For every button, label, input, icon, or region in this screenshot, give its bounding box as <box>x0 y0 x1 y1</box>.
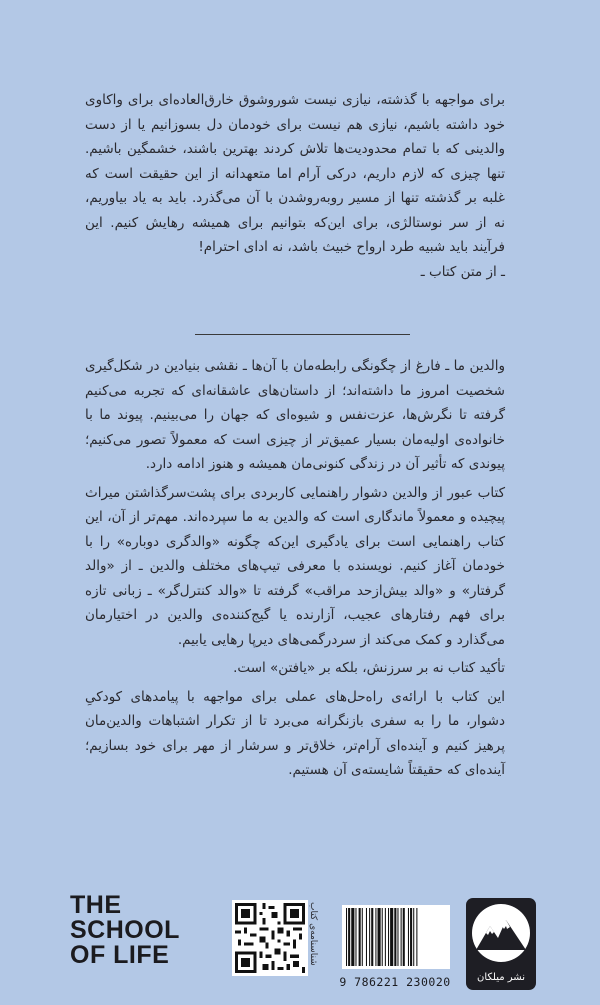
logo-line: SCHOOL <box>70 916 180 944</box>
logo-line: OF LIFE <box>70 941 170 969</box>
back-cover-quote <box>85 88 505 284</box>
quote-attribution: ـ از متن کتاب ـ <box>420 263 505 280</box>
qr-code-icon[interactable] <box>232 900 308 976</box>
logo-line: THE <box>70 891 122 919</box>
quote-text: برای مواجهه با گذشته، نیازی نیست شوروشوق خارق‌العاده‌ای برای واکاوی خود داشته باشیم، نیازی هم نیست برای خودمان دل بسوزانیم یا از دست والدینی که با تمام محدودیت‌ها تلاش کردند بهترین باشند، خشمگین باشیم. تنها چیزی که لازم داریم، درکی آرام اما متعهدانه از این حقیقت است که غلبه بر گذشته تنها از مسیر روبه‌روشدن با آن می‌گذرد. باید به یاد بیاوریم، نه از سر نوستالژی، برای این‌که بتوانیم برای همیشه رهایش کنیم. این فرآیند باید شبیه طرد ارواح خبیث باشد، نه ادای احترام! <box>85 92 505 255</box>
qr-caption: شناسنامه‌ی کتاب <box>308 902 318 966</box>
isbn-barcode <box>342 905 450 969</box>
description-paragraph: والدین ما ـ فارغ از چگونگی رابطه‌مان با آن‌ها ـ نقشی بنیادین در شکل‌گیری شخصیت امروز ما داشته‌اند؛ از داستان‌های عاشقانه‌ای که تجربه می‌کنیم گرفته تا نگرش‌ها، عزت‌نفس و شیوه‌ای که جهان را می‌بینیم. پیوند ما با خانواده‌ی اولیه‌مان بسیار عمیق‌تر از چیزی است که معمولاً تصور می‌کنیم؛ پیوندی که تأثیر آن در زندگی کنونی‌مان همیشه و هنوز ادامه دارد. <box>85 358 505 472</box>
isbn-number: 9 786221 230020 <box>339 975 451 989</box>
publisher-name: نشر میلکان <box>477 972 525 983</box>
publisher-logo <box>466 898 536 990</box>
description-paragraph: تأکید کتاب نه بر سرزنش، بلکه بر «یافتن» است. <box>233 660 505 676</box>
description-paragraph: این کتاب با ارائه‌ی راه‌حل‌های عملی برای مواجهه با پیامدهای کودکیِ دشوار، ما را به سفری بازنگرانه می‌برد تا از تکرار اشتباهات والدین‌مان پرهیز کنیم و آینده‌ای آرام‌تر، خلاق‌تر و سرشار از مهر برای خود بسازیم؛ آینده‌ای که حقیقتاً شایسته‌ی آن هستیم. <box>85 688 505 778</box>
school-of-life-logo <box>70 893 180 968</box>
book-description <box>85 354 505 787</box>
section-divider <box>195 334 410 335</box>
description-paragraph: کتاب عبور از والدین دشوار راهنمایی کاربردی برای پشت‌سرگذاشتن میراث پیچیده و معمولاً ماندگاری است که والدین به ما سپرده‌اند. مهم‌تر از آن، این کتاب راهنمایی است برای یادگیری این‌که چگونه «والدگری دوباره» را با خودمان آغاز کنیم. نویسنده با معرفی تیپ‌های مختلف والدین ـ از «والد گرفتار» و «والد بیش‌ازحد مراقب» گرفته تا «والد کنترل‌گر» ـ زبانی تازه برای فهم رفتارهای عجیب، آزارنده یا گیج‌کننده‌ی والدین در اختیارمان می‌گذارد و کمک می‌کند از سردرگمی‌های دیرپا رهایی یابیم. <box>85 484 505 648</box>
